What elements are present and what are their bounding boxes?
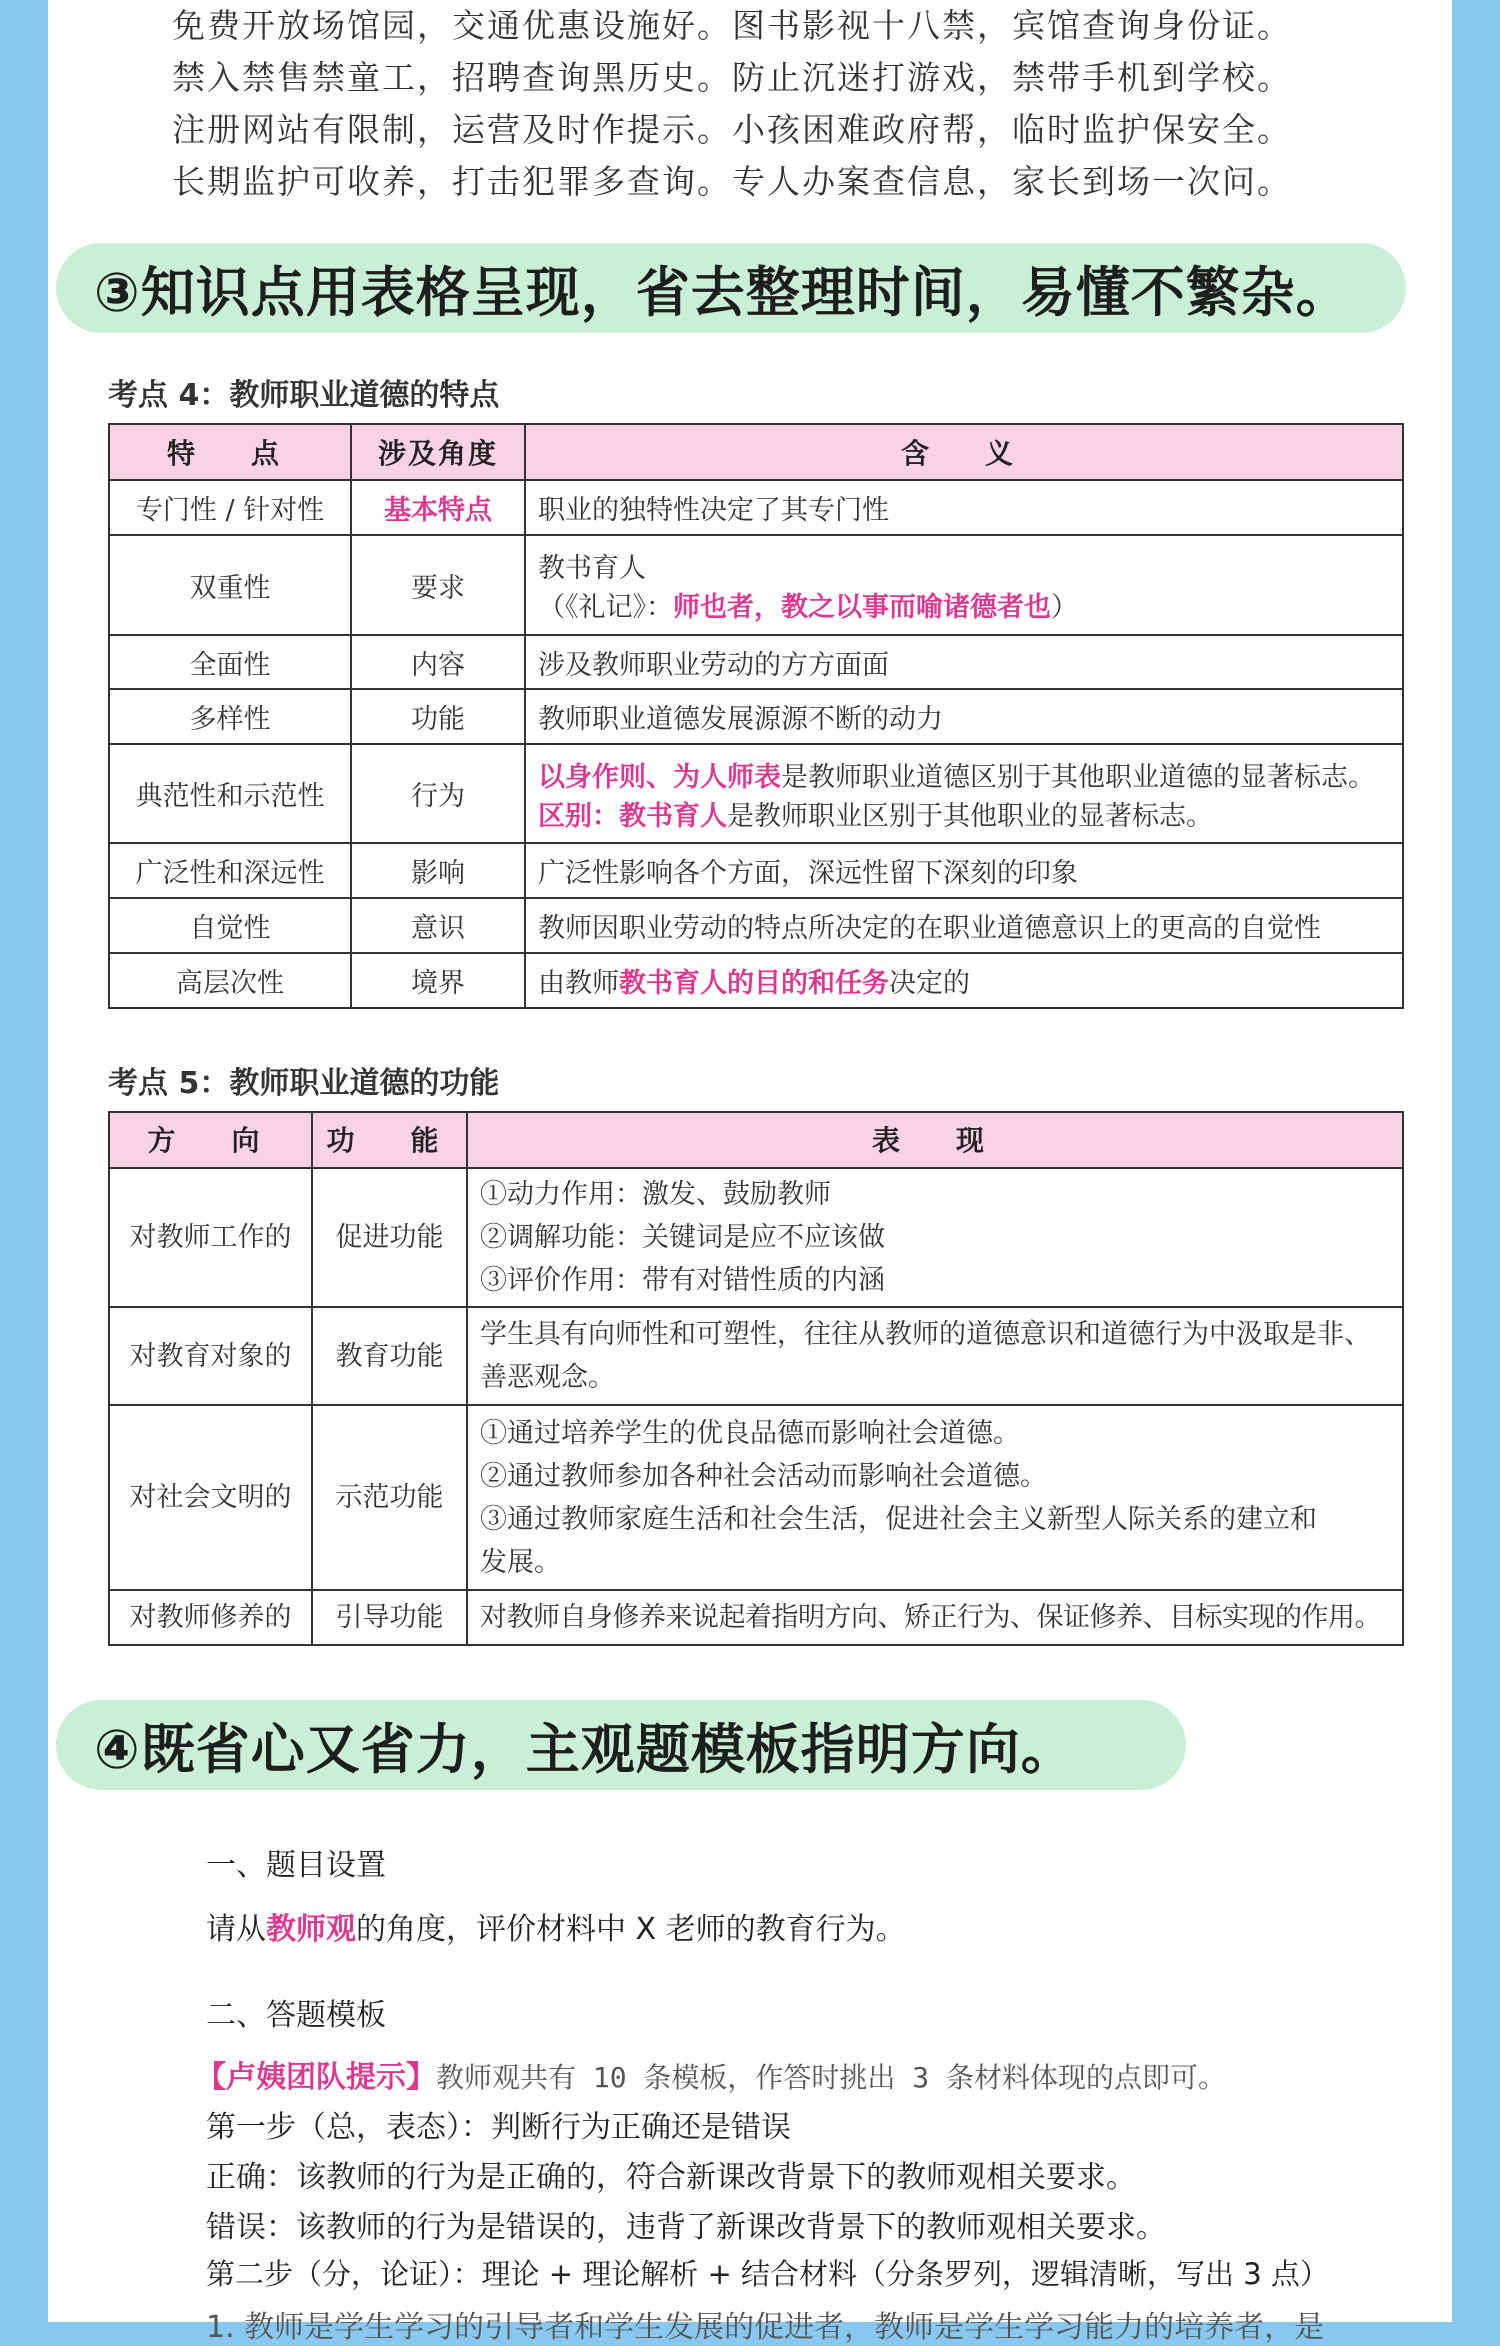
meaning-cell: 教师因职业劳动的特点所决定的在职业道德意识上的更高的自觉性 [525,898,1403,953]
performance-line: ①动力作用：激发、鼓励教师 [480,1179,831,1210]
performance-line: ②通过教师参加各种社会活动而影响社会道德。 [480,1460,1047,1492]
meaning-cell: 职业的独特性决定了其专门性 [525,480,1403,535]
partial-line: 1. 教师是学生学习的引导者和学生发展的促进者，教师是学生学习能力的培养者，是 [206,2310,1325,2345]
feature-cell: 广泛性和深远性 [109,843,351,898]
meaning-line [538,794,1402,833]
meaning-text: （《礼记》： [538,592,673,623]
step-line: 第二步（分，论证）：理论 + 理论解析 + 结合材料（分条罗列，逻辑清晰，写出 3 点） [206,2257,1329,2291]
function-cell: 引导功能 [312,1590,467,1645]
angle-cell: 内容 [351,635,525,689]
feature-cell: 典范性和示范性 [109,744,351,843]
point5-title: 考点 5：教师职业道德的功能 [108,1066,500,1101]
point4-table [108,423,1404,1009]
table-row [109,1307,1403,1405]
page [48,0,1452,2322]
performance-cell [467,1405,1403,1590]
table-row [109,689,1403,744]
feature-cell: 自觉性 [109,898,351,953]
performance-line: ③评价作用：带有对错性质的内涵 [480,1265,885,1296]
angle-cell: 基本特点 [351,480,525,535]
step-line: 第一步（总，表态）：判断行为正确还是错误 [206,2110,791,2145]
performance-cell: 对教师自身修养来说起着指明方向、矫正行为、保证修养、目标实现的作用。 [467,1590,1403,1645]
table-header-row [109,1112,1403,1168]
angle-cell: 影响 [351,843,525,898]
column-header: 涉及角度 [351,424,525,480]
table-row [109,843,1403,898]
performance-line: 善恶观念。 [480,1362,615,1393]
meaning-text: 决定的 [889,968,970,999]
meaning-highlight: 师也者，教之以事而喻诸德者也 [673,592,1051,623]
mnemonic-poem [172,0,1372,208]
meaning-line [538,755,1402,794]
correct-line: 正确：该教师的行为是正确的，符合新课改背景下的教师观相关要求。 [206,2160,1136,2195]
meaning-text: 是教师职业区别于其他职业的显著标志。 [727,800,1213,832]
function-cell: 示范功能 [312,1405,467,1590]
section-heading: 二、答题模板 [206,1998,386,2033]
performance-line: ②调解功能：关键词是应不应该做 [480,1222,885,1253]
point5-table [108,1111,1404,1646]
meaning-highlight: 区别：教书育人 [538,800,727,832]
meaning-highlight: 以身作则、为人师表 [538,761,781,793]
column-header: 特 点 [109,424,351,480]
table-row [109,744,1403,843]
feature-cell: 多样性 [109,689,351,744]
angle-cell: 境界 [351,953,525,1008]
performance-line: ①通过培养学生的优良品德而影响社会道德。 [480,1417,1020,1449]
hint-line [196,2052,1226,2096]
direction-cell: 对社会文明的 [109,1405,312,1590]
poem-line: 注册网站有限制，运营及时作提示。小孩困难政府帮，临时监护保安全。 [172,110,1292,149]
banner-tables: ③知识点用表格呈现，省去整理时间，易懂不繁杂。 [56,243,1406,333]
section-heading: 一、题目设置 [206,1848,386,1883]
table-row [109,535,1403,635]
meaning-text: 由教师 [538,968,619,999]
meaning-cell [525,535,1403,635]
table-row [109,953,1403,1008]
table-row [109,1405,1403,1590]
feature-cell: 专门性 / 针对性 [109,480,351,535]
column-header: 方 向 [109,1112,312,1168]
question-text [206,1904,906,1948]
table-row [109,898,1403,953]
function-cell: 教育功能 [312,1307,467,1405]
question-part: 请从 [206,1912,266,1947]
direction-cell: 对教师修养的 [109,1590,312,1645]
performance-line: 发展。 [480,1546,561,1578]
angle-cell: 功能 [351,689,525,744]
meaning-text: 是教师职业道德区别于其他职业道德的显著标志。 [781,761,1375,793]
performance-cell [467,1168,1403,1307]
poem-line: 长期监护可收养，打击犯罪多查询。专人办案查信息，家长到场一次问。 [172,162,1292,201]
table-row [109,1168,1403,1307]
column-header: 含 义 [525,424,1403,480]
question-keyword: 教师观 [266,1912,356,1947]
feature-cell: 高层次性 [109,953,351,1008]
table-row [109,480,1403,535]
column-header: 功 能 [312,1112,467,1168]
column-header: 表 现 [467,1112,1403,1168]
hint-text: 教师观共有 10 条模板，作答时挑出 3 条材料体现的点即可。 [436,2061,1227,2094]
meaning-cell: 涉及教师职业劳动的方方面面 [525,635,1403,689]
angle-cell: 要求 [351,535,525,635]
performance-cell [467,1307,1403,1405]
direction-cell: 对教师工作的 [109,1168,312,1307]
meaning-cell [525,953,1403,1008]
table-row [109,635,1403,689]
performance-line: ③通过教师家庭生活和社会生活，促进社会主义新型人际关系的建立和 [480,1503,1317,1535]
meaning-line: 教书育人 [538,553,646,584]
angle-cell: 意识 [351,898,525,953]
poem-line: 免费开放场馆园，交通优惠设施好。图书影视十八禁，宾馆查询身份证。 [172,6,1292,45]
meaning-line [538,585,1390,624]
banner-templates: ④既省心又省力，主观题模板指明方向。 [56,1700,1186,1790]
angle-cell: 行为 [351,744,525,843]
hint-label: 【卢姨团队提示】 [196,2060,436,2095]
feature-cell: 双重性 [109,535,351,635]
table-row [109,1590,1403,1645]
direction-cell: 对教育对象的 [109,1307,312,1405]
poem-line: 禁入禁售禁童工，招聘查询黑历史。防止沉迷打游戏，禁带手机到学校。 [172,58,1292,97]
meaning-cell [525,744,1403,843]
feature-cell: 全面性 [109,635,351,689]
performance-line: 学生具有向师性和可塑性，往往从教师的道德意识和道德行为中汲取是非、 [480,1319,1371,1350]
meaning-cell: 广泛性影响各个方面，深远性留下深刻的印象 [525,843,1403,898]
function-cell: 促进功能 [312,1168,467,1307]
meaning-cell: 教师职业道德发展源源不断的动力 [525,689,1403,744]
meaning-text: ） [1051,592,1078,623]
question-part: 的角度，评价材料中 X 老师的教育行为。 [356,1912,906,1947]
meaning-highlight: 教书育人的目的和任务 [619,968,889,999]
point4-title: 考点 4：教师职业道德的特点 [108,378,500,413]
table-header-row [109,424,1403,480]
wrong-line: 错误：该教师的行为是错误的，违背了新课改背景下的教师观相关要求。 [206,2210,1166,2245]
